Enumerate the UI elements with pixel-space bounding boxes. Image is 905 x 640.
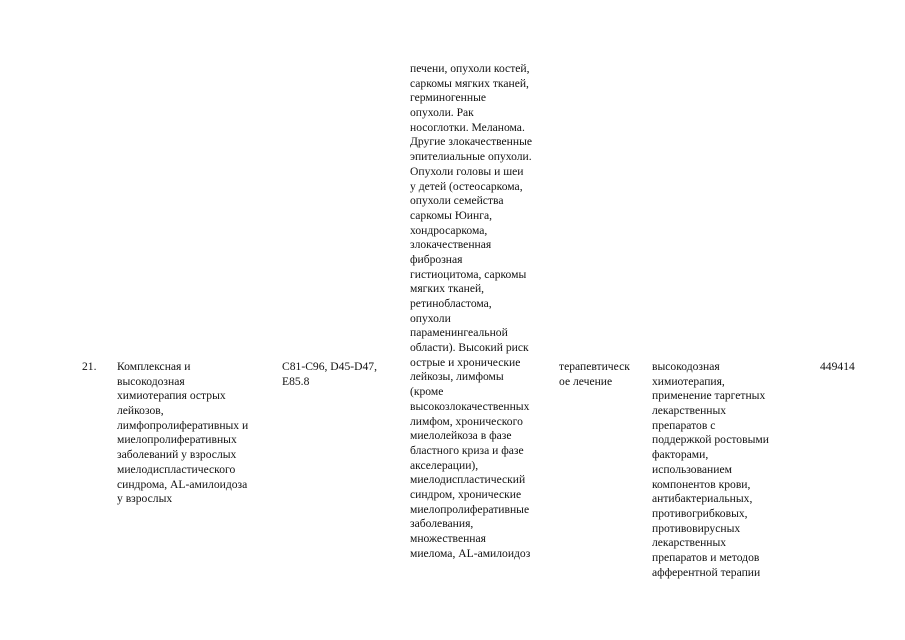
text-line: E85.8 [282, 374, 310, 388]
text-line: лимфопролиферативных и [117, 418, 249, 432]
text-line: области). Высокий риск [410, 341, 529, 355]
text-line: применение таргетных [652, 389, 766, 403]
text-line: факторами, [652, 448, 709, 462]
text-line: противовирусных [652, 521, 741, 535]
text-line: лекарственных [652, 536, 727, 550]
text-line: препаратов с [652, 418, 716, 432]
text-line: параменингеальной [410, 326, 508, 340]
text-line: опухоли. Рак [410, 106, 474, 120]
text-line: терапевтическ [559, 360, 630, 373]
text-line: опухоли [410, 311, 451, 325]
text-line: Опухоли головы и шеи [410, 164, 524, 178]
text-line: синдрома, AL-амилоидоза [117, 477, 248, 491]
text-line: носоглотки. Меланома. [410, 120, 525, 134]
text-line: заболевания, [410, 517, 474, 531]
text-line: опухоли семейства [410, 194, 504, 208]
text-line: компонентов крови, [652, 477, 751, 491]
text-line: высокозлокачественных [410, 399, 530, 413]
cost-cell [820, 360, 855, 375]
text-line: акселерации), [410, 458, 479, 472]
text-line: синдром, хронические [410, 487, 522, 501]
row-number: 21. [82, 360, 97, 373]
text-line: фиброзная [410, 252, 463, 266]
cost-value: 449414 [820, 360, 855, 373]
text-line: множественная [410, 532, 486, 545]
text-line: злокачественная [410, 238, 492, 252]
text-line: бластного криза и фазе [410, 443, 524, 457]
text-line: ретинобластома, [410, 297, 492, 310]
text-line: лейкозов, [117, 404, 164, 418]
text-line: лейкозы, лимфомы [410, 370, 504, 384]
text-line: химиотерапия острых [117, 389, 226, 403]
text-line: хондросаркома, [410, 223, 488, 237]
text-line: гистиоцитома, саркомы [410, 267, 527, 281]
text-line: лимфом, хронического [410, 414, 523, 428]
text-line: лекарственных [652, 404, 727, 418]
text-line: саркомы Юинга, [410, 208, 492, 222]
treatment-method-cell [652, 360, 769, 580]
text-line: высокодозная [652, 360, 720, 373]
text-line: противогрибковых, [652, 506, 748, 520]
text-line: миелолейкоза в фазе [410, 429, 512, 443]
text-line: миелопролиферативных [117, 433, 237, 447]
text-line: мягких тканей, [410, 282, 485, 296]
treatment-name-cell [117, 360, 248, 507]
text-line: афферентной терапии [652, 565, 761, 579]
text-line: миелодиспластический [410, 473, 526, 487]
text-line: саркомы мягких тканей, [410, 76, 529, 90]
text-line: миелома, AL-амилоидоз [410, 546, 531, 560]
text-line: (кроме [410, 385, 444, 399]
text-line: заболеваний у взрослых [117, 448, 237, 462]
text-line: препаратов и методов [652, 550, 760, 564]
text-line: высокодозная [117, 374, 185, 388]
text-line: миелопролиферативные [410, 502, 530, 516]
text-line: эпителиальные опухоли. [410, 150, 532, 164]
icd-code-cell [282, 360, 377, 389]
text-line: у детей (остеосаркома, [410, 179, 523, 193]
text-line: поддержкой ростовыми [652, 433, 769, 447]
patient-model-cell [410, 62, 532, 561]
text-line: герминогенные [410, 91, 487, 105]
text-line: химиотерапия, [652, 374, 725, 388]
text-line: C81-C96, D45-D47, [282, 360, 378, 373]
text-line: острые и хронические [410, 355, 521, 369]
text-line: у взрослых [117, 492, 173, 506]
text-line: Другие злокачественные [410, 135, 533, 149]
text-line: печени, опухоли костей, [410, 62, 530, 75]
text-line: миелодиспластического [117, 462, 236, 476]
text-line: антибактериальных, [652, 492, 753, 506]
text-line: Комплексная и [117, 360, 191, 373]
text-line: использованием [652, 462, 732, 476]
text-line: ое лечение [559, 374, 613, 388]
treatment-type-cell [559, 360, 630, 389]
row-number-cell [82, 360, 97, 375]
